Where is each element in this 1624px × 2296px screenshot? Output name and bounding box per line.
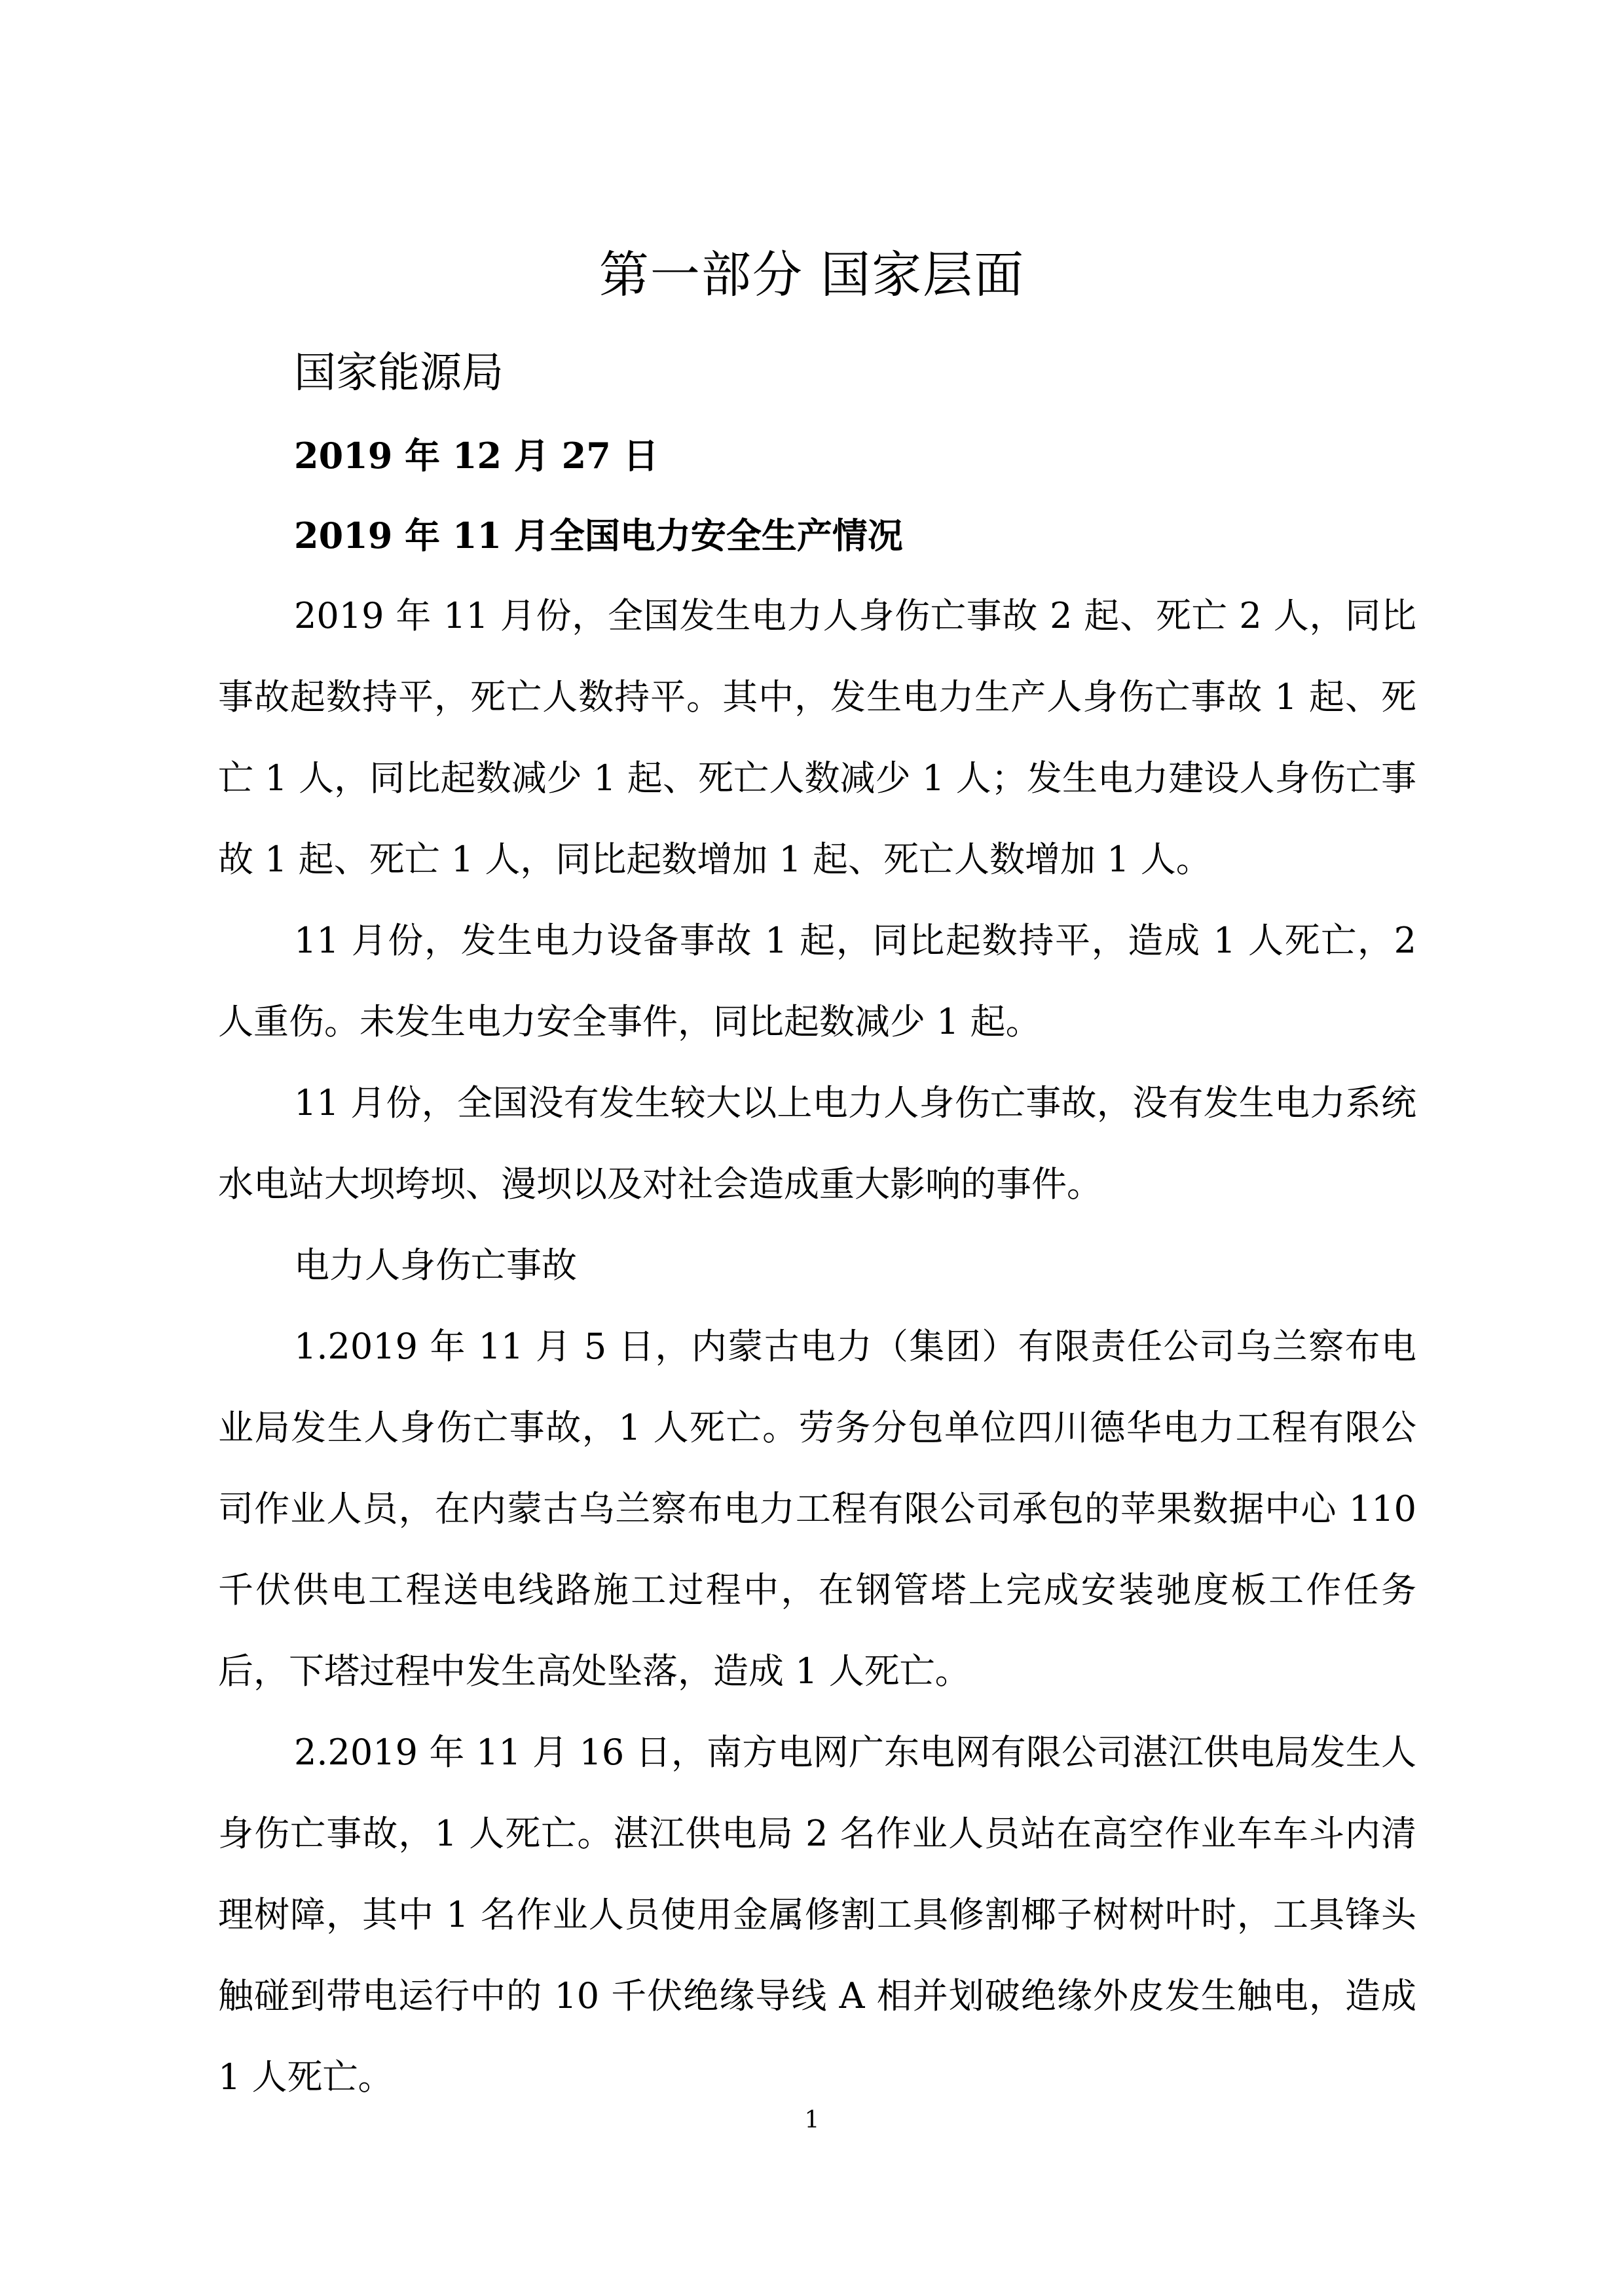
page-title: 第一部分 国家层面 [599, 246, 1025, 304]
incident-paragraph-1: 1.2019 年 11 月 5 日，内蒙古电力（集团）有限责任公司乌兰察布电业局发生人身伤亡事故，1 人死亡。劳务分包单位四川德华电力工程有限公司作业人员，在内蒙古乌兰察布电力工程有限公司承包的苹果数据中心 110 千伏供电工程送电线路施工过程中，在钢管塔上完成安装驰度板工作任务后，下塔过程中发生高处坠落，造成 1 人死亡。 [218, 1326, 1416, 1692]
page-number: 1 [804, 2107, 820, 2134]
summary-paragraph: 2019 年 11 月份，全国发生电力人身伤亡事故 2 起、死亡 2 人，同比事故起数持平，死亡人数持平。其中，发生电力生产人身伤亡事故 1 起、死亡 1 人，同比起数减少 1 起、死亡人数减少 1 人；发生电力建设人身伤亡事故 1 起、死亡 1 人，同比起数增加 1 起、死亡人数增加 1 人。 [218, 595, 1416, 880]
equipment-paragraph: 11 月份，发生电力设备事故 1 起，同比起数持平，造成 1 人死亡，2 人重伤。未发生电力安全事件，同比起数减少 1 起。 [218, 920, 1416, 1042]
document-body [218, 331, 1416, 2118]
incident-paragraph-2: 2.2019 年 11 月 16 日，南方电网广东电网有限公司湛江供电局发生人身伤亡事故，1 人死亡。湛江供电局 2 名作业人员站在高空作业车车斗内清理树障，其中 1 名作业人员使用金属修割工具修割椰子树树叶时，工具锋头触碰到带电运行中的 10 千伏绝缘导线 A 相并划破绝缘外皮发生触电，造成 1 人死亡。 [218, 1732, 1416, 2098]
major-incident-paragraph: 11 月份，全国没有发生较大以上电力人身伤亡事故，没有发生电力系统水电站大坝垮坝、漫坝以及对社会造成重大影响的事件。 [218, 1082, 1416, 1205]
report-subtitle: 2019 年 11 月全国电力安全生产情况 [294, 515, 903, 556]
organization-name: 国家能源局 [294, 349, 504, 397]
publication-date: 2019 年 12 月 27 日 [294, 435, 659, 477]
section-heading: 电力人身伤亡事故 [294, 1245, 577, 1286]
